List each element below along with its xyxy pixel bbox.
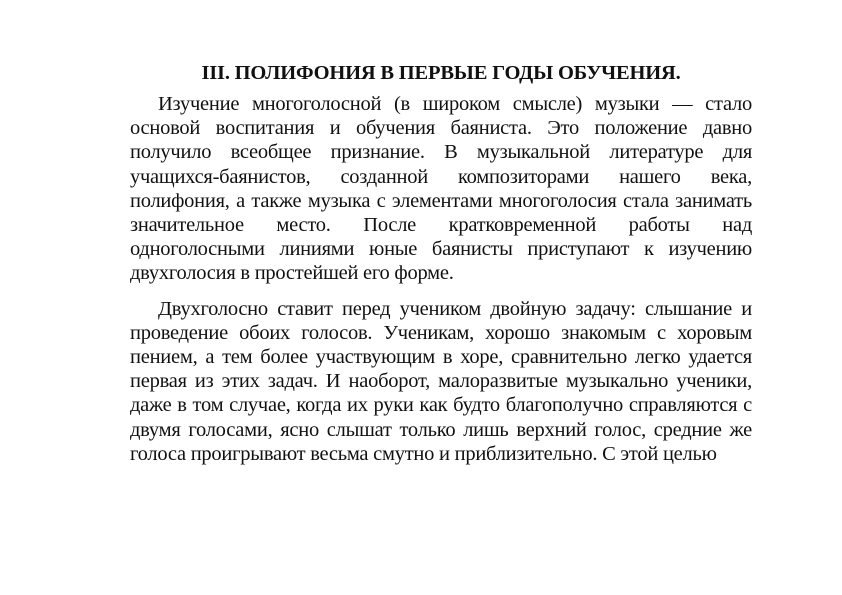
body-text (130, 92, 752, 466)
section-heading: III. ПОЛИФОНИЯ В ПЕРВЫЕ ГОДЫ ОБУЧЕНИЯ. (201, 62, 681, 84)
paragraph: Двухголосно ставит перед учеником двойную задачу: слышание и проведение обоих голосов. Ученикам, хорошо знакомым с хоровым пением, а тем более участвующим в хоре, сравнительно легко удается первая из этих задач. И наоборот, малоразвитые музыкально ученики, даже в том случае, когда их руки как будто благополучно справляются с двумя голосами, ясно слышат только лишь верхний голос, средние же голоса проигрывают весьма смутно и приблизительно. С этой целью (130, 297, 752, 465)
paragraph: Изучение многоголосной (в широком смысле) музыки — стало основой воспитания и обучения баяниста. Это положение давно получило всеобщее признание. В музыкальной литературе для учащихся-баянистов, созданной композиторами нашего века, полифония, а также музыка с элементами многоголосия стала занимать значительное место. После кратковременной работы над одноголосными линиями юные баянисты приступают к изучению двухголосия в простейшей его форме. (130, 93, 752, 285)
